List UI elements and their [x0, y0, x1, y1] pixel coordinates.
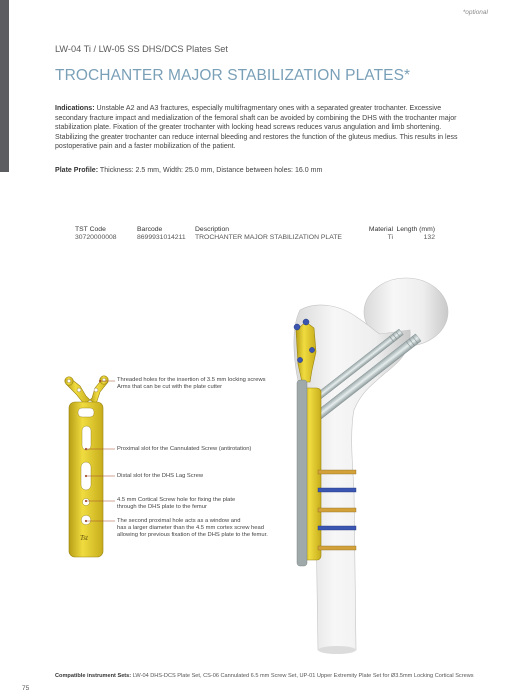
- cell-description: TROCHANTER MAJOR STABILIZATION PLATE: [195, 234, 342, 241]
- header-description: Description: [195, 226, 229, 233]
- indications-text: Unstable A2 and A3 fractures, especially multifragmentary ones with a separated greater trochanter. Excessive secondary fracture impact and medialization of the femoral shaft can be avoided by combining the DHS with the trochanter major stabilization plate. Fixation of the greater trochanter with locking head screws reduces varus angulation and limb shortening. Stabilizing the greater trochanter can reduce internal bleeding and restores the function of the gluteus medius. This results in less postoperative pain and a faster mobilization of the patient.: [55, 105, 458, 151]
- parts-table-header: [75, 226, 435, 234]
- callout-line: allowing for previous fixation of the DHS plate to the femur.: [117, 532, 268, 539]
- header-length: Length (mm): [396, 226, 435, 233]
- callout-line: Threaded holes for the insertion of 3.5 mm locking screws: [117, 377, 266, 383]
- callout-line: 4.5 mm Cortical Screw hole for fixing the plate: [117, 497, 236, 503]
- compatible-instruments-text: LW-04 DHS-DCS Plate Set, CS-06 Cannulated 6.5 mm Screw Set, UP-01 Upper Extremity Plate Set for Ø3.5mm Locking Cortical Screws: [132, 673, 474, 679]
- callout-distal-slot: [117, 473, 307, 480]
- cell-length: 132: [423, 234, 435, 241]
- femur-illustration: [294, 278, 448, 654]
- plate-profile: [55, 167, 322, 174]
- sidebar-bar: [0, 0, 9, 172]
- svg-text:Tst: Tst: [80, 534, 88, 542]
- cell-material: Ti: [387, 234, 393, 241]
- callout-proximal-slot: [117, 446, 307, 453]
- implant-illustration: [0, 270, 508, 660]
- page-number: 75: [22, 685, 30, 692]
- compatible-instruments: [55, 673, 474, 679]
- plate-detail: [65, 376, 108, 557]
- header-barcode: Barcode: [137, 226, 163, 233]
- callout-threaded-holes: [117, 377, 307, 391]
- callout-line: Distal slot for the DHS Lag Screw: [117, 473, 204, 479]
- callout-line: Arms that can be cut with the plate cutter: [117, 384, 223, 391]
- callout-line: Proximal slot for the Cannulated Screw (antirotation): [117, 446, 252, 452]
- callout-window-hole: [117, 518, 307, 540]
- header-material: Material: [368, 226, 393, 233]
- plate-profile-text: Thickness: 2.5 mm, Width: 25.0 mm, Distance between holes: 16.0 mm: [99, 167, 323, 174]
- page-title: TROCHANTER MAJOR STABILIZATION PLATES*: [55, 67, 411, 84]
- callout-line: through the DHS plate to the femur: [117, 504, 207, 511]
- parts-table: [75, 226, 435, 241]
- indications-paragraph: [55, 104, 475, 152]
- callout-line: has a larger diameter than the 4.5 mm cortex screw head: [117, 525, 264, 532]
- set-title: LW-04 Ti / LW-05 SS DHS/DCS Plates Set: [55, 44, 228, 54]
- table-row: [75, 234, 435, 241]
- cell-tst-code: 30720000008: [75, 234, 117, 241]
- optional-note: *optional: [462, 9, 488, 16]
- compatible-instruments-label: Compatible instrument Sets:: [55, 673, 132, 679]
- cell-barcode: 8699931014211: [137, 234, 186, 241]
- plate-profile-label: Plate Profile:: [55, 167, 99, 174]
- indications-label: Indications:: [55, 105, 95, 112]
- callout-cortical-hole: [117, 497, 307, 511]
- header-tst-code: TST Code: [75, 226, 106, 233]
- callout-line: The second proximal hole acts as a window and: [117, 518, 241, 524]
